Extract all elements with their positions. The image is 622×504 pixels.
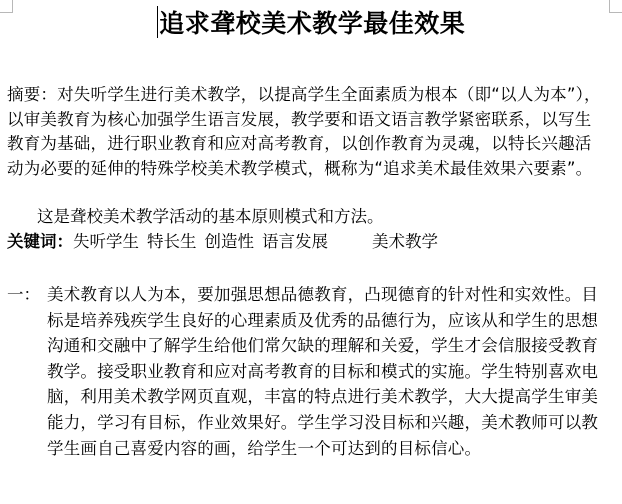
keywords-label: 关键词： (7, 232, 73, 251)
keywords-line[interactable] (7, 230, 607, 255)
section-number: 一： (7, 285, 40, 304)
keyword: 特长生 (147, 232, 197, 251)
abstract-paragraph[interactable] (7, 83, 607, 181)
title-line (0, 6, 622, 42)
keyword: 美术教学 (372, 232, 438, 251)
section-one[interactable] (7, 282, 612, 461)
abstract-text: 对失听学生进行美术教学，以提高学生全面素质为根本（即“以人为本”），以审美教育为核心加强学生语言发展，教学要和语文语言教学紧密联系，以写生教育为基础，进行职业教育和应对高考教育，以创作教育为灵魂，以特长兴趣活动为必要的延伸的特殊学校美术教学模式，概称为“追求美术最佳效果六要素”。 (7, 85, 601, 178)
text-cursor (157, 6, 159, 38)
abstract-label: 摘要： (7, 85, 58, 104)
section-body-text: 美术教育以人为本，要加强思想品德教育，凸现德育的针对性和实效性。目标是培养残疾学生良好的心理素质及优秀的品德行为，应该从和学生的思想沟通和交融中了解学生给他们常欠缺的理解和关爱，学生才会信服接受教育教学。接受职业教育和应对高考教育的目标和模式的实施。学生特别喜欢电脑，利用美术教学网页直观，丰富的特点进行美术教学，大大提高学生审美能力，学习有目标，作业效果好。学生学习没目标和兴趣，美术教师可以教学生画自己喜爱内容的画，给学生一个可达到的目标信心。 (47, 285, 599, 458)
keyword: 创造性 (204, 232, 254, 251)
keyword: 失听学生 (73, 232, 139, 251)
keyword: 语言发展 (262, 232, 328, 251)
abstract-tail-text: 这是聋校美术教学活动的基本原则模式和方法。 (37, 207, 384, 226)
document-title[interactable]: 追求聋校美术教学最佳效果 (159, 9, 466, 38)
abstract-tail-paragraph[interactable] (37, 205, 607, 230)
